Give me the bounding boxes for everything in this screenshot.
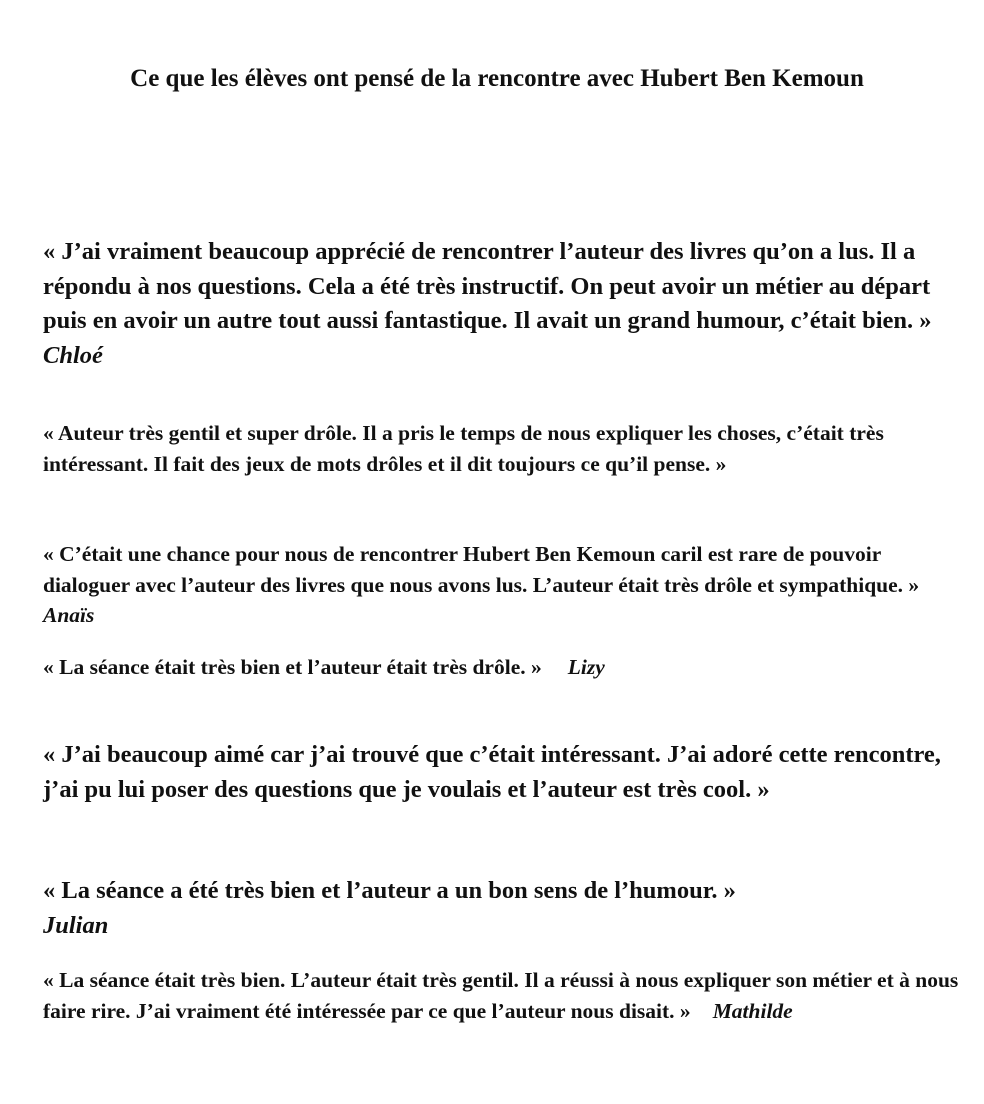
quote-chloe: [43, 235, 963, 373]
quote-text: « Auteur très gentil et super drôle. Il a pris le temps de nous expliquer les choses, c’était très intéressant. Il fait des jeux de mots drôles et il dit toujours ce qu’il pense. »: [43, 421, 884, 476]
quote-mathilde: [43, 965, 963, 1026]
quote-anonymous-2: [43, 738, 963, 807]
quote-author: Julian: [43, 911, 109, 939]
page-title: Ce que les élèves ont pensé de la rencontre avec Hubert Ben Kemoun: [130, 65, 864, 92]
quote-text: « La séance était très bien. L’auteur était très gentil. Il a réussi à nous expliquer son métier et à nous faire rire. J’ai vraiment été intéressée par ce que l’auteur nous disait. »: [43, 968, 959, 1023]
quote-author: Chloé: [43, 341, 103, 369]
quote-anais: [43, 539, 963, 631]
quote-lizy: [43, 652, 963, 683]
quote-text: « La séance a été très bien et l’auteur a un bon sens de l’humour. »: [43, 877, 736, 904]
quote-text: « J’ai beaucoup aimé car j’ai trouvé que c’était intéressant. J’ai adoré cette rencontre, j’ai pu lui poser des questions que je voulais et l’auteur est très cool. »: [43, 741, 941, 803]
quote-author: Mathilde: [712, 998, 793, 1023]
quote-author: Anaïs: [43, 603, 95, 627]
quote-anonymous-1: [43, 418, 963, 479]
quote-author: Lizy: [567, 655, 605, 679]
quote-julian: [43, 874, 963, 943]
quote-text: « J’ai vraiment beaucoup apprécié de rencontrer l’auteur des livres qu’on a lus. Il a répondu à nos questions. Cela a été très instructif. On peut avoir un métier au départ puis en avoir un autre tout aussi fantastique. Il avait un grand humour, c’était bien. »: [43, 238, 932, 334]
quote-text: « La séance était très bien et l’auteur était très drôle. »: [43, 655, 542, 679]
quote-text: « C’était une chance pour nous de rencontrer Hubert Ben Kemoun caril est rare de pouvoir dialoguer avec l’auteur des livres que nous avons lus. L’auteur était très drôle et sympathique. »: [43, 542, 920, 597]
